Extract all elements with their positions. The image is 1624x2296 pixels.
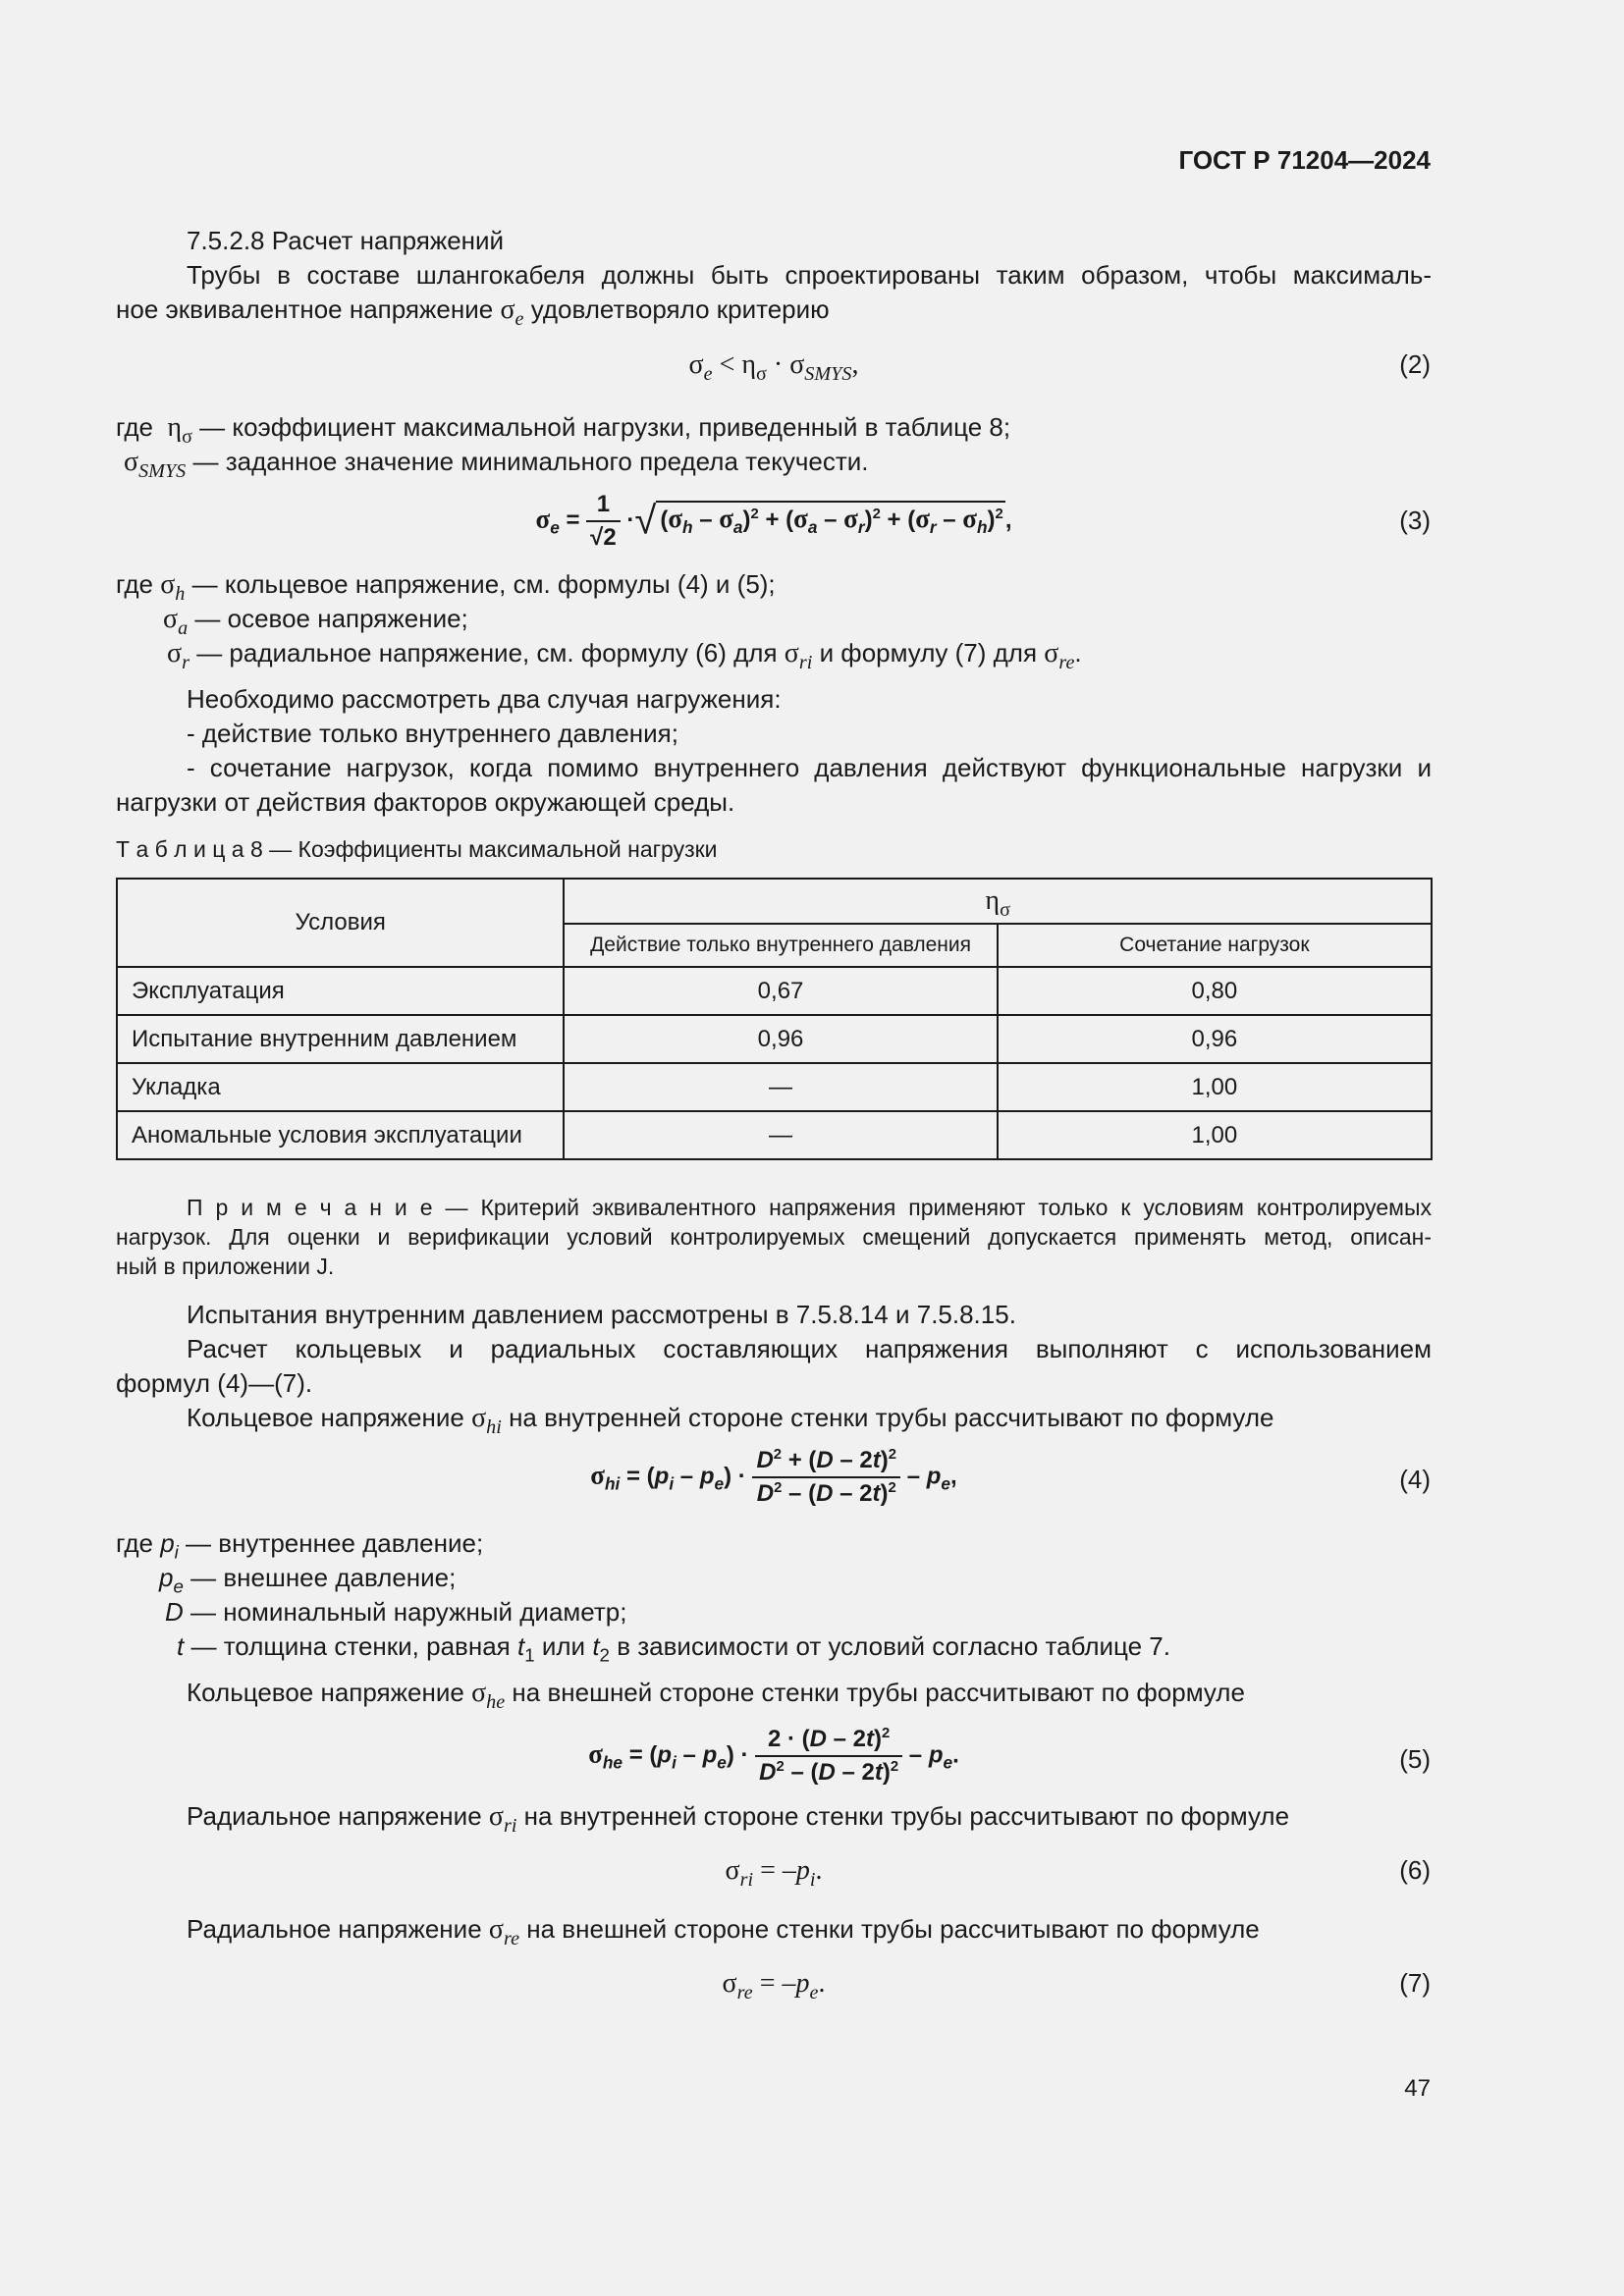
legend-4-pe: $p_e$ — внешнее давление; (159, 1563, 457, 1597)
formula-2-number: (2) (1399, 349, 1431, 379)
cell-combined: 0,80 (998, 967, 1432, 1015)
note-line-1: П р и м е ч а н и е — Критерий эквивалентного напряжения применяют только к условиям контролируемых (187, 1195, 1433, 1220)
formula-7-number: (7) (1399, 1968, 1431, 1998)
para-calc-line-1: Расчет кольцевых и радиальных составляющих напряжения выполняют с использованием (187, 1334, 1432, 1363)
para-hoop-outer: Кольцевое напряжение $\sigma_{he}$ на внешней стороне стенки трубы рассчитывают по формуле (187, 1678, 1245, 1714)
formula-7: $\sigma_{re} = -p_e$. (722, 1968, 826, 2004)
para-calc-line-2: формул (4)—(7). (116, 1368, 313, 1398)
cell-condition: Испытание внутренним давлением (117, 1015, 564, 1063)
cell-internal: 0,96 (564, 1015, 997, 1063)
cell-condition: Аномальные условия эксплуатации (117, 1111, 564, 1159)
legend-4-pi: где $p_i$ — внутреннее давление; (116, 1528, 484, 1563)
formula-5: $\sigma_{he} = (p_i - p_e)$ · $\frac{2 \cdot (D - 2t)^2}{D^2 - (D - 2t)^2}$ – $p_e$. (588, 1726, 959, 1786)
para-radial-outer: Радиальное напряжение $\sigma_{re}$ на внешней стороне стенки трубы рассчитывают по формуле (187, 1914, 1260, 1950)
table-8 (116, 878, 1433, 1160)
cell-internal: 0,67 (564, 967, 997, 1015)
header-eta: $\eta_\sigma$ (564, 879, 1432, 924)
formula-5-number: (5) (1399, 1744, 1431, 1774)
fraction-hoop-outer: $\frac{2 \cdot (D - 2t)^2}{D^2 - (D - 2t)^2}$ (755, 1726, 902, 1787)
legend-2-eta: где $\eta_\sigma$ — коэффициент максимальной нагрузки, приведенный в таблице 8; (116, 412, 1011, 449)
load-case-2-line-1: - сочетание нагрузок, когда помимо внутреннего давления действуют функциональные нагрузки и (187, 753, 1432, 782)
header-internal-pressure: Действие только внутреннего давления (564, 924, 997, 967)
formula-4-number: (4) (1399, 1465, 1431, 1494)
legend-4-t: t — толщина стенки, равная $t_1$ или $t_2$ в зависимости от условий согласно таблице 7. (177, 1631, 1170, 1666)
para-radial-inner: Радиальное напряжение $\sigma_{ri}$ на внутренней стороне стенки трубы рассчитывают по формуле (187, 1801, 1290, 1838)
formula-4: $\sigma_{hi} = (p_i - p_e)$ · $\frac{D^2 + (D - 2t)^2}{D^2 - (D - 2t)^2}$ – $p_e$, (590, 1447, 957, 1507)
page-number: 47 (1404, 2075, 1431, 2102)
table-caption: Т а б л и ц а 8 — Коэффициенты максимальной нагрузки (116, 836, 718, 862)
load-cases-intro: Необходимо рассмотреть два случая нагружения: (187, 684, 782, 714)
header-combined-loads: Сочетание нагрузок (998, 924, 1432, 967)
fraction-one-over-root-two: $\frac{1}{√2}$ (586, 491, 621, 552)
header-conditions: Условия (117, 879, 564, 967)
para-hoop-inner: Кольцевое напряжение $\sigma_{hi}$ на внутренней стороне стенки трубы рассчитывают по формуле (187, 1403, 1274, 1439)
cell-combined: 1,00 (998, 1111, 1432, 1159)
cell-internal: — (564, 1063, 997, 1111)
cell-internal: — (564, 1111, 997, 1159)
standard-designation: ГОСТ Р 71204—2024 (1178, 145, 1431, 175)
load-case-1: - действие только внутреннего давления; (187, 719, 678, 748)
legend-3-radial: $\sigma_r$ — радиальное напряжение, см. формулу (6) для $\sigma_{ri}$ и формулу (7) для $\sigma_{re}$. (167, 638, 1082, 674)
intro-line-1: Трубы в составе шлангокабеля должны быть спроектированы таким образом, чтобы максималь- (187, 260, 1432, 290)
formula-3-number: (3) (1399, 506, 1431, 535)
cell-combined: 0,96 (998, 1015, 1432, 1063)
para-tests: Испытания внутренним давлением рассмотрены в 7.5.8.14 и 7.5.8.15. (187, 1300, 1016, 1329)
legend-3-hoop: где $\sigma_h$ — кольцевое напряжение, см. формулы (4) и (5); (116, 569, 776, 606)
fraction-hoop-inner: $\frac{D^2 + (D - 2t)^2}{D^2 - (D - 2t)^2}$ (752, 1447, 900, 1508)
table-row (117, 1063, 1432, 1111)
formula-6: $\sigma_{ri} = -p_i$. (725, 1855, 823, 1892)
table-note (116, 1193, 1432, 1281)
section-number: 7.5.2.8 (187, 226, 265, 255)
legend-4-d: D — номинальный наружный диаметр; (165, 1597, 627, 1627)
cell-combined: 1,00 (998, 1063, 1432, 1111)
table-row (117, 1015, 1432, 1063)
formula-3: $\sigma_e$ = $\frac{1}{√2}$ ·√ $(\sigma_h - \sigma_a)^2 + (\sigma_a - \sigma_r)^2 + (\sigma_r - \sigma_h)^2$, (535, 491, 1012, 551)
load-case-2-line-2: нагрузки от действия факторов окружающей среды. (116, 787, 735, 817)
formula-2: $\sigma_e < \eta_\sigma \cdot \sigma_{SMYS}$, (688, 349, 859, 386)
formula-6-number: (6) (1399, 1855, 1431, 1885)
section-title: Расчет напряжений (271, 226, 505, 255)
legend-3-axial: $\sigma_a$ — осевое напряжение; (163, 604, 468, 640)
legend-2-smys: $\sigma_{SMYS}$ — заданное значение минимального предела текучести. (124, 447, 869, 483)
intro-line-2: ное эквивалентное напряжение $\sigma_e$ удовлетворяло критерию (116, 294, 830, 331)
cell-condition: Эксплуатация (117, 967, 564, 1015)
table-row (117, 1111, 1432, 1159)
table-row (117, 967, 1432, 1015)
note-line-2: нагрузок. Для оценки и верификации условий контролируемых смещений допускается применять метод, описан- (116, 1224, 1432, 1250)
cell-condition: Укладка (117, 1063, 564, 1111)
section-heading (116, 224, 1432, 258)
note-line-3: ный в приложении J. (116, 1254, 335, 1279)
